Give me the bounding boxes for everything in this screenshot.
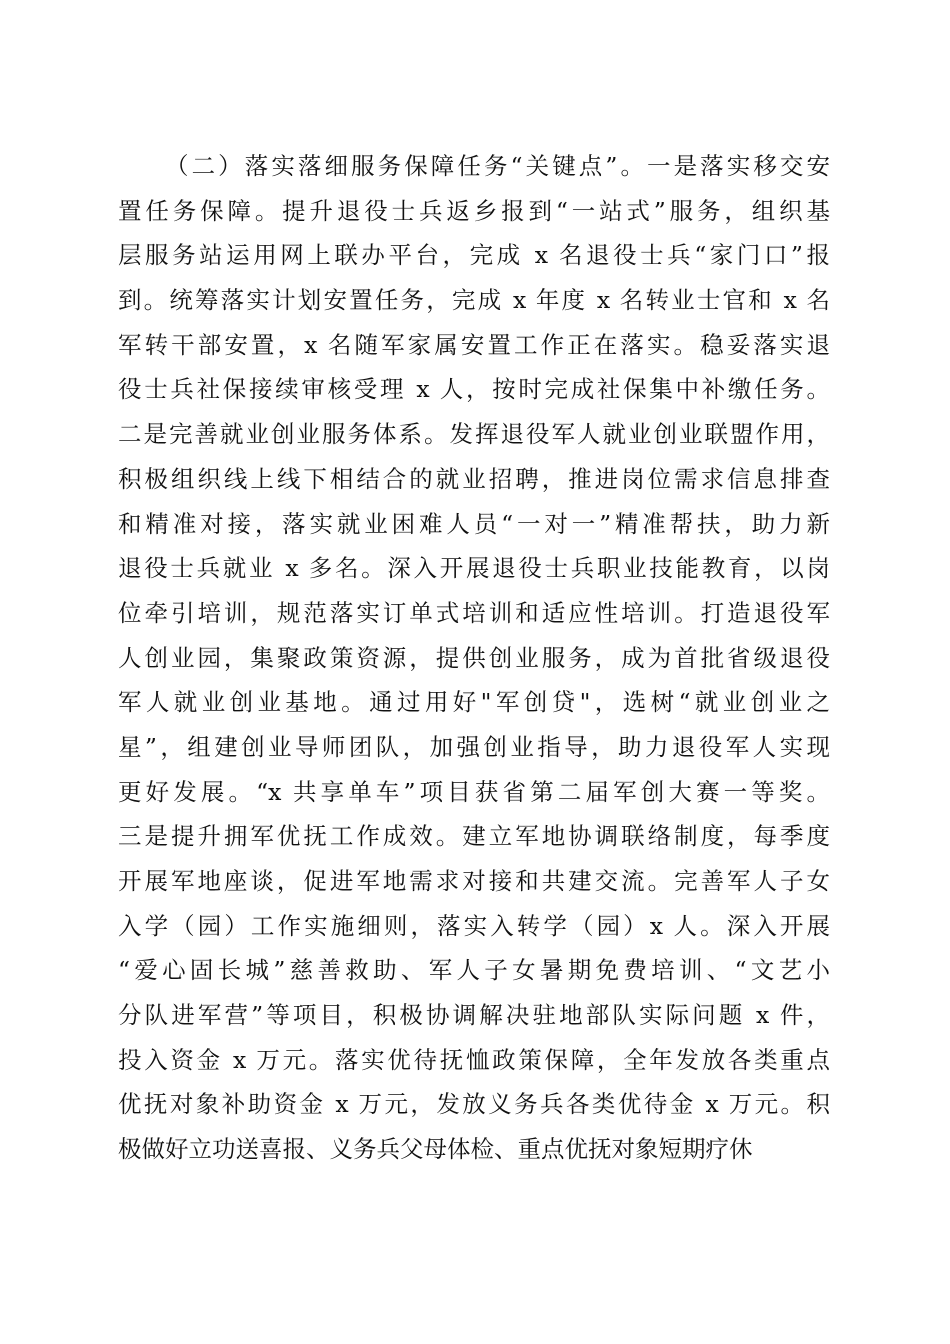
- paragraph-line: （二）落实落细服务保障任务“关键点”。一是落实移交安: [165, 152, 830, 180]
- paragraph-line: 投入资金 x 万元。落实优待抚恤政策保障，全年发放各类重点: [118, 1045, 830, 1074]
- paragraph-line: 置任务保障。提升退役士兵返乡报到“一站式”服务，组织基: [118, 196, 830, 225]
- paragraph-line: 军人就业创业基地。通过用好"军创贷"，选树“就业创业之: [118, 688, 830, 717]
- paragraph-line: 分队进军营”等项目，积极协调解决驻地部队实际问题 x 件，: [118, 1001, 830, 1030]
- paragraph-line: 开展军地座谈，促进军地需求对接和共建交流。完善军人子女: [118, 867, 830, 895]
- paragraph-line: 星”，组建创业导师团队，加强创业指导，助力退役军人实现: [118, 732, 830, 761]
- paragraph-line: 退役士兵就业 x 多名。深入开展退役士兵职业技能教育，以岗: [118, 554, 830, 583]
- paragraph-line: “爱心固长城”慈善救助、军人子女暑期免费培训、“文艺小: [118, 956, 830, 985]
- paragraph-line: 三是提升拥军优抚工作成效。建立军地协调联络制度，每季度: [118, 822, 830, 851]
- paragraph-line: 军转干部安置，x 名随军家属安置工作正在落实。稳妥落实退: [118, 330, 830, 359]
- paragraph-line: 人创业园，集聚政策资源，提供创业服务，成为首批省级退役: [118, 643, 830, 672]
- paragraph-line: 位牵引培训，规范落实订单式培训和适应性培训。打造退役军: [118, 598, 830, 627]
- body-paragraph: [118, 144, 830, 1172]
- paragraph-line: 入学（园）工作实施细则，落实入转学（园）x 人。深入开展: [118, 911, 830, 940]
- paragraph-line: 积极组织线上线下相结合的就业招聘，推进岗位需求信息排查: [118, 464, 830, 493]
- paragraph-line: 极做好立功送喜报、义务兵父母体检、重点优抚对象短期疗休: [118, 1135, 753, 1164]
- paragraph-line: 更好发展。“x 共享单车”项目获省第二届军创大赛一等奖。: [118, 777, 830, 806]
- paragraph-line: 和精准对接，落实就业困难人员“一对一”精准帮扶，助力新: [118, 509, 830, 538]
- paragraph-line: 到。统筹落实计划安置任务，完成 x 年度 x 名转业士官和 x 名: [118, 286, 830, 315]
- paragraph-line: 层服务站运用网上联办平台，完成 x 名退役士兵“家门口”报: [118, 241, 830, 270]
- paragraph-line: 优抚对象补助资金 x 万元，发放义务兵各类优待金 x 万元。积: [118, 1090, 830, 1119]
- paragraph-line: 二是完善就业创业服务体系。发挥退役军人就业创业联盟作用，: [118, 420, 830, 449]
- paragraph-line: 役士兵社保接续审核受理 x 人，按时完成社保集中补缴任务。: [118, 375, 830, 404]
